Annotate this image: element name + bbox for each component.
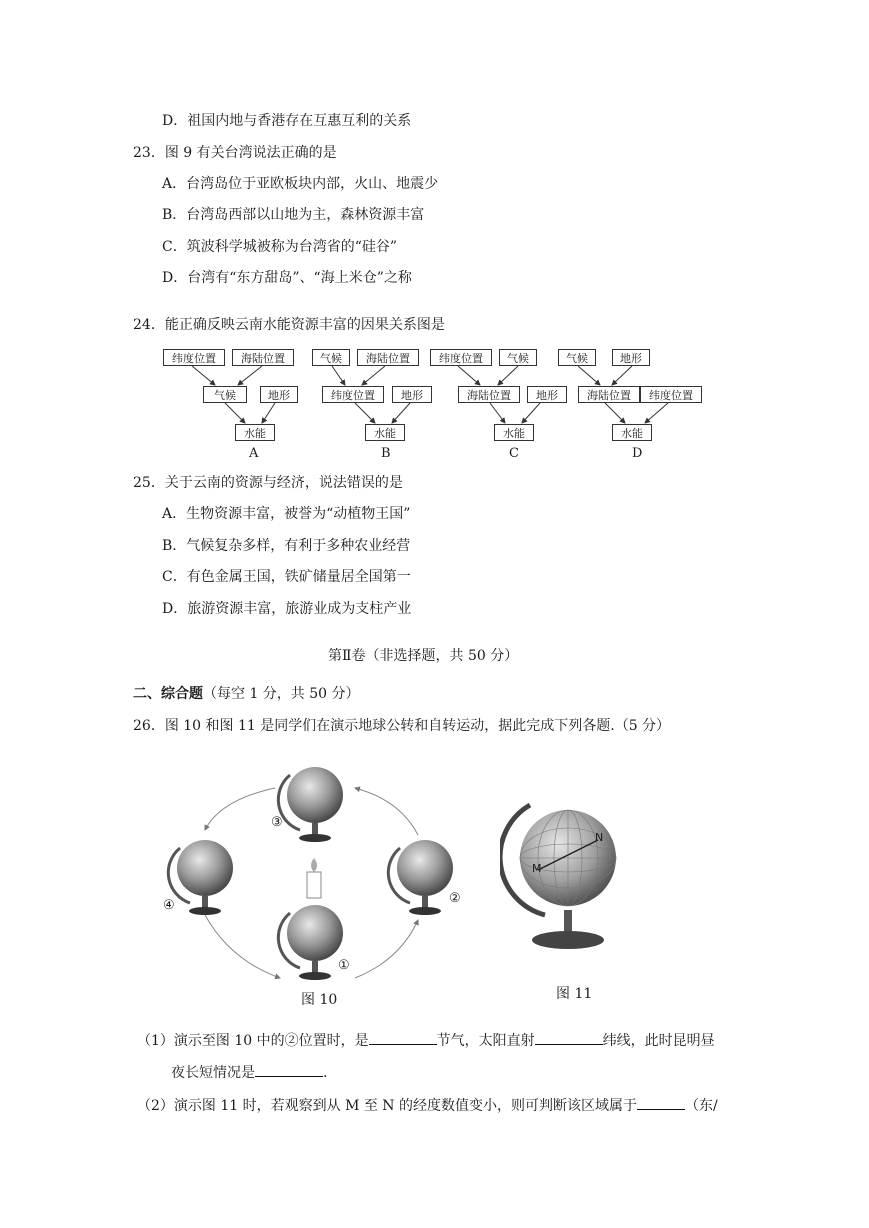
diagram-d-mid1: 海陆位置 — [578, 386, 640, 403]
diagram-d-letter: D — [632, 446, 643, 461]
position-1-label: ① — [338, 958, 350, 973]
fig11-m-label: M — [532, 862, 542, 875]
q25-option-d: D．旅游资源丰富，旅游业成为支柱产业 — [162, 601, 412, 617]
answer-blank-day-length[interactable] — [255, 1062, 323, 1077]
q26-sub2-text-b: （东/ — [685, 1098, 718, 1114]
q26-sub1-text-b: 节气，太阳直射 — [436, 1033, 535, 1049]
diagram-b-letter: B — [381, 446, 391, 461]
q26-sub1-line1 — [137, 1030, 715, 1051]
answer-blank-latitude[interactable] — [535, 1030, 603, 1045]
q24-stem: 24．能正确反映云南水能资源丰富的因果关系图是 — [133, 317, 445, 333]
diagram-c-top2: 气候 — [499, 349, 537, 366]
figure-11-caption: 图 11 — [556, 986, 593, 1002]
part2-title: 第Ⅱ卷（非选择题，共 50 分） — [328, 648, 519, 664]
diagram-c-mid2: 地形 — [527, 386, 567, 403]
fig11-n-label: N — [595, 831, 604, 844]
globe-position-1 — [278, 905, 343, 980]
diagram-b-top1: 气候 — [312, 349, 350, 366]
q25-stem: 25．关于云南的资源与经济，说法错误的是 — [133, 475, 403, 491]
q25-option-b: B．气候复杂多样，有利于多种农业经营 — [162, 538, 411, 554]
q23-option-c: C．筑波科学城被称为台湾省的“硅谷” — [162, 239, 398, 255]
diagram-d-top2: 地形 — [612, 349, 650, 366]
answer-blank-solar-term[interactable] — [369, 1030, 437, 1045]
section-heading — [133, 684, 360, 704]
position-2-label: ② — [449, 891, 461, 906]
diagram-b-bottom: 水能 — [365, 424, 405, 441]
diagram-d-bottom: 水能 — [612, 424, 652, 441]
orbit-arc — [355, 788, 418, 835]
diagram-d-top1: 气候 — [558, 349, 596, 366]
diagram-d-mid2: 纬度位置 — [640, 386, 702, 403]
orbit-arc — [205, 915, 280, 978]
q24-arrows — [0, 0, 869, 470]
q26-sub1-text-a: （1）演示至图 10 中的②位置时，是 — [137, 1033, 369, 1049]
q26-sub1-text-e: . — [323, 1065, 328, 1081]
q25-option-c: C．有色金属王国，铁矿储量居全国第一 — [162, 569, 411, 585]
q22-option-d: D．祖国内地与香港存在互惠互利的关系 — [162, 113, 412, 129]
diagram-c-top1: 纬度位置 — [430, 349, 492, 366]
position-4-label: ④ — [163, 898, 175, 913]
diagram-a-top2: 海陆位置 — [232, 349, 294, 366]
globe-position-2 — [388, 840, 453, 915]
diagram-a-top1: 纬度位置 — [163, 349, 225, 366]
diagram-b-mid1: 纬度位置 — [322, 386, 384, 403]
q26-sub1-line2 — [171, 1062, 327, 1083]
section-heading-bold: 二、综合题 — [133, 686, 203, 702]
q26-sub2-line — [137, 1095, 718, 1116]
q26-sub2-text-a: （2）演示图 11 时，若观察到从 M 至 N 的经度数值变小，则可判断该区域属于 — [137, 1098, 638, 1114]
position-3-label: ③ — [271, 815, 283, 830]
figure-10-caption: 图 10 — [301, 992, 338, 1008]
q23-option-d: D．台湾有“东方甜岛”、“海上米仓”之称 — [162, 270, 412, 286]
globe-position-4 — [168, 840, 233, 915]
q25-option-a: A．生物资源丰富，被誉为“动植物王国” — [162, 506, 411, 522]
q23-option-b: B．台湾岛西部以山地为主，森林资源丰富 — [162, 207, 425, 223]
figure-11 — [500, 790, 630, 970]
globe-position-3 — [278, 767, 343, 842]
orbit-arc — [355, 920, 418, 978]
section-heading-rest: （每空 1 分，共 50 分） — [203, 686, 360, 702]
q24-diagrams — [0, 0, 869, 470]
diagram-a-mid2: 地形 — [260, 386, 298, 403]
q23-stem: 23．图 9 有关台湾说法正确的是 — [133, 145, 337, 161]
q26-stem: 26．图 10 和图 11 是同学们在演示地球公转和自转运动，据此完成下列各题.（5 分） — [133, 718, 671, 734]
q26-sub1-text-c: 纬线，此时昆明昼 — [602, 1033, 715, 1049]
diagram-c-bottom: 水能 — [494, 424, 534, 441]
answer-blank-hemisphere[interactable] — [637, 1095, 685, 1110]
diagram-b-mid2: 地形 — [392, 386, 432, 403]
diagram-a-bottom: 水能 — [235, 424, 275, 441]
candle-icon — [307, 858, 321, 898]
q23-option-a: A．台湾岛位于亚欧板块内部，火山、地震少 — [162, 176, 439, 192]
diagram-b-top2: 海陆位置 — [357, 349, 419, 366]
orbit-arc — [205, 788, 275, 830]
diagram-c-mid1: 海陆位置 — [458, 386, 520, 403]
diagram-c-letter: C — [509, 446, 519, 461]
diagram-a-letter: A — [249, 446, 259, 461]
diagram-a-mid1: 气候 — [203, 386, 247, 403]
figure-10 — [150, 750, 480, 1020]
q26-sub1-text-d: 夜长短情况是 — [171, 1065, 255, 1081]
